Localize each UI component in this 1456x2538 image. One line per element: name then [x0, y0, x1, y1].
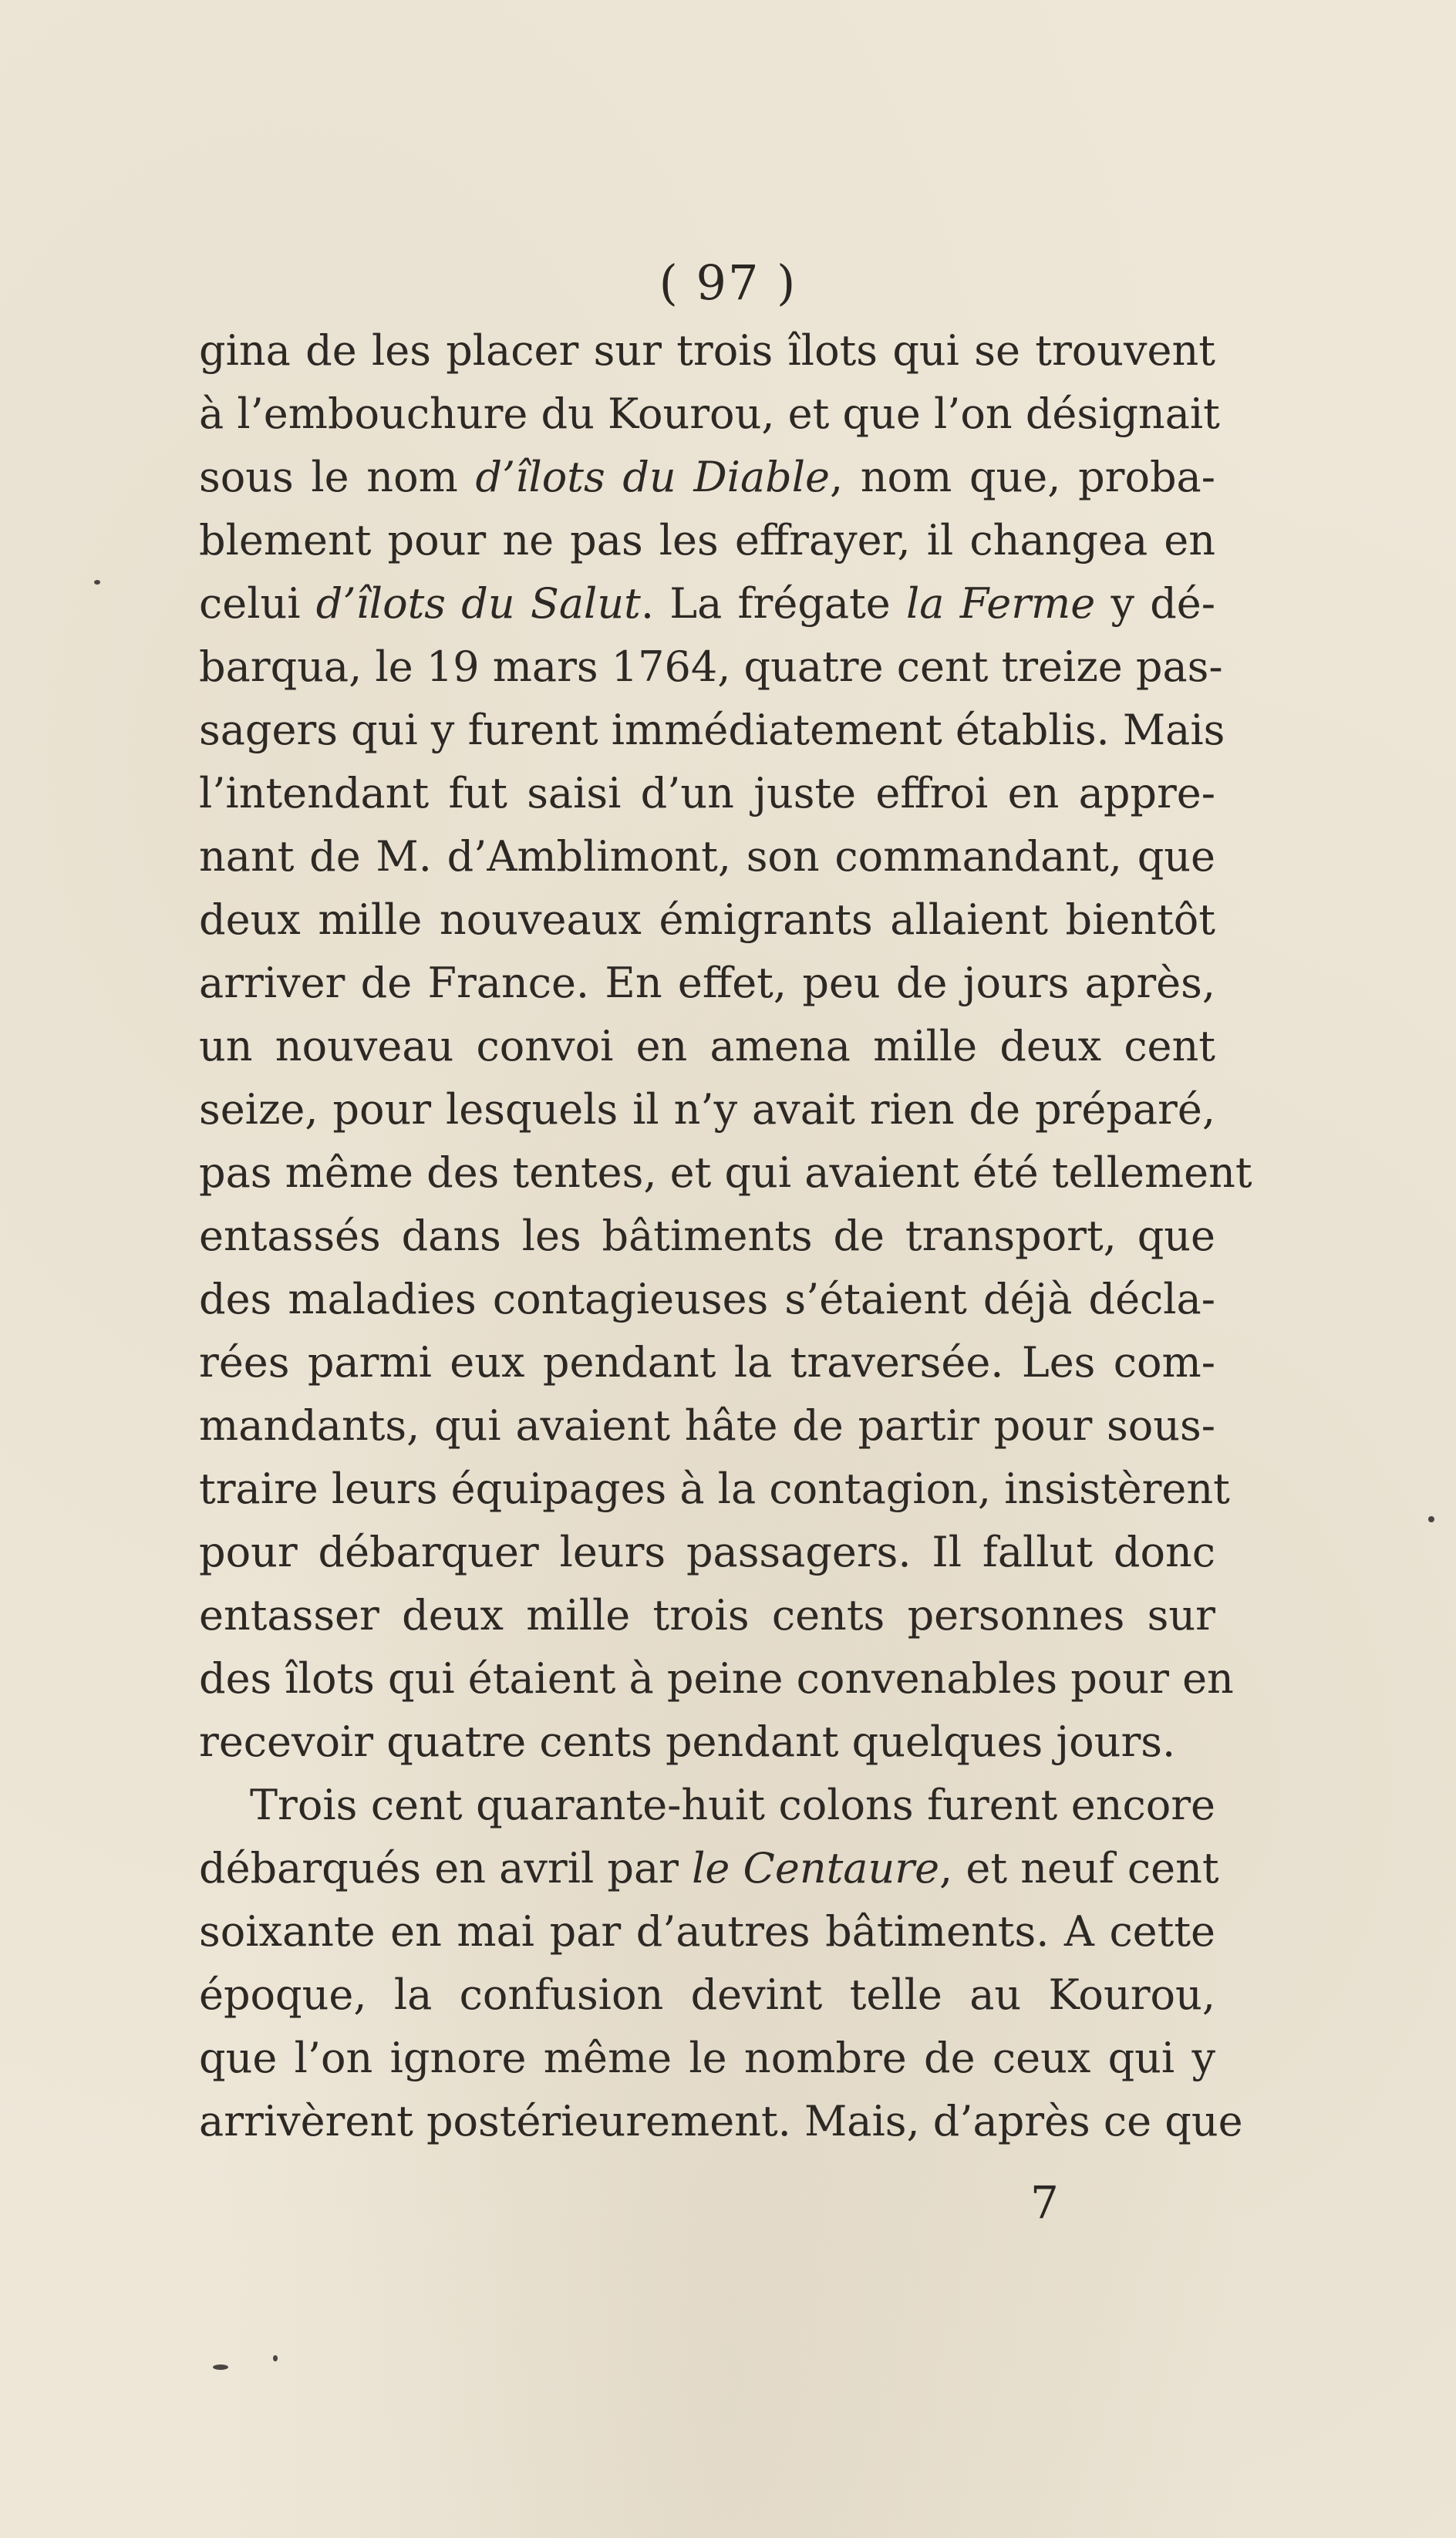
- text-line: soixante en mai par d’autres bâtiments. A cette: [199, 1907, 1215, 1956]
- text-line: à l’embouchure du Kourou, et que l’on désignait: [199, 389, 1220, 438]
- text-line: blement pour ne pas les effrayer, il changea en: [199, 516, 1215, 565]
- italic-ship-name: le Centaure: [692, 1844, 940, 1893]
- text-line: entassés dans les bâtiments de transport, que: [199, 1212, 1215, 1260]
- text-line: arriver de France. En effet, peu de jours après,: [199, 959, 1215, 1007]
- text-line: deux mille nouveaux émigrants allaient bientôt: [199, 895, 1215, 944]
- text-line: nant de M. d’Amblimont, son commandant, que: [199, 832, 1215, 881]
- text-line: des maladies contagieuses s’étaient déjà décla-: [199, 1275, 1215, 1323]
- italic-term: d’îlots du Diable: [475, 453, 830, 501]
- page-number: ( 97 ): [659, 254, 797, 311]
- text-line: l’intendant fut saisi d’un juste effroi en appre-: [199, 769, 1215, 817]
- text-line: traire leurs équipages à la contagion, insistèrent: [199, 1464, 1230, 1513]
- text-line: entasser deux mille trois cents personnes sur: [199, 1591, 1215, 1640]
- text-line: débarqués en avril par le Centaure, et neuf cent: [199, 1844, 1219, 1893]
- text-line: des îlots qui étaient à peine convenables pour en: [199, 1654, 1234, 1703]
- text-line: gina de les placer sur trois îlots qui se trouvent: [199, 326, 1215, 375]
- paper-speck: [1428, 1516, 1434, 1522]
- paper-speck: [94, 580, 100, 585]
- text-line: sous le nom d’îlots du Diable, nom que, proba-: [199, 453, 1215, 501]
- text-line: un nouveau convoi en amena mille deux cent: [199, 1022, 1215, 1070]
- text-line: pas même des tentes, et qui avaient été tellement: [199, 1148, 1252, 1197]
- text-line: barqua, le 19 mars 1764, quatre cent treize pas-: [199, 642, 1223, 691]
- signature-mark: 7: [1030, 2176, 1059, 2229]
- text-line: époque, la confusion devint telle au Kourou,: [199, 1970, 1215, 2019]
- italic-ship-name: la Ferme: [906, 579, 1096, 628]
- text-line: sagers qui y furent immédiatement établis. Mais: [199, 706, 1225, 754]
- text-line: celui d’îlots du Salut. La frégate la Ferme y dé-: [199, 579, 1215, 628]
- italic-term: d’îlots du Salut: [315, 579, 641, 628]
- paper-speck: [273, 2355, 278, 2361]
- body-text: [199, 319, 1252, 2153]
- text-line: arrivèrent postérieurement. Mais, d’après ce que: [199, 2097, 1243, 2145]
- paper-speck: [213, 2364, 228, 2370]
- text-line: rées parmi eux pendant la traversée. Les com-: [199, 1338, 1215, 1387]
- text-line: que l’on ignore même le nombre de ceux qui y: [199, 2034, 1215, 2082]
- text-line: Trois cent quarante-huit colons furent encore: [250, 1781, 1215, 1829]
- text-line: mandants, qui avaient hâte de partir pour sous-: [199, 1401, 1215, 1450]
- text-line: pour débarquer leurs passagers. Il fallut donc: [199, 1528, 1215, 1576]
- text-line: seize, pour lesquels il n’y avait rien de préparé,: [199, 1085, 1215, 1134]
- text-line: recevoir quatre cents pendant quelques jours.: [199, 1717, 1176, 1766]
